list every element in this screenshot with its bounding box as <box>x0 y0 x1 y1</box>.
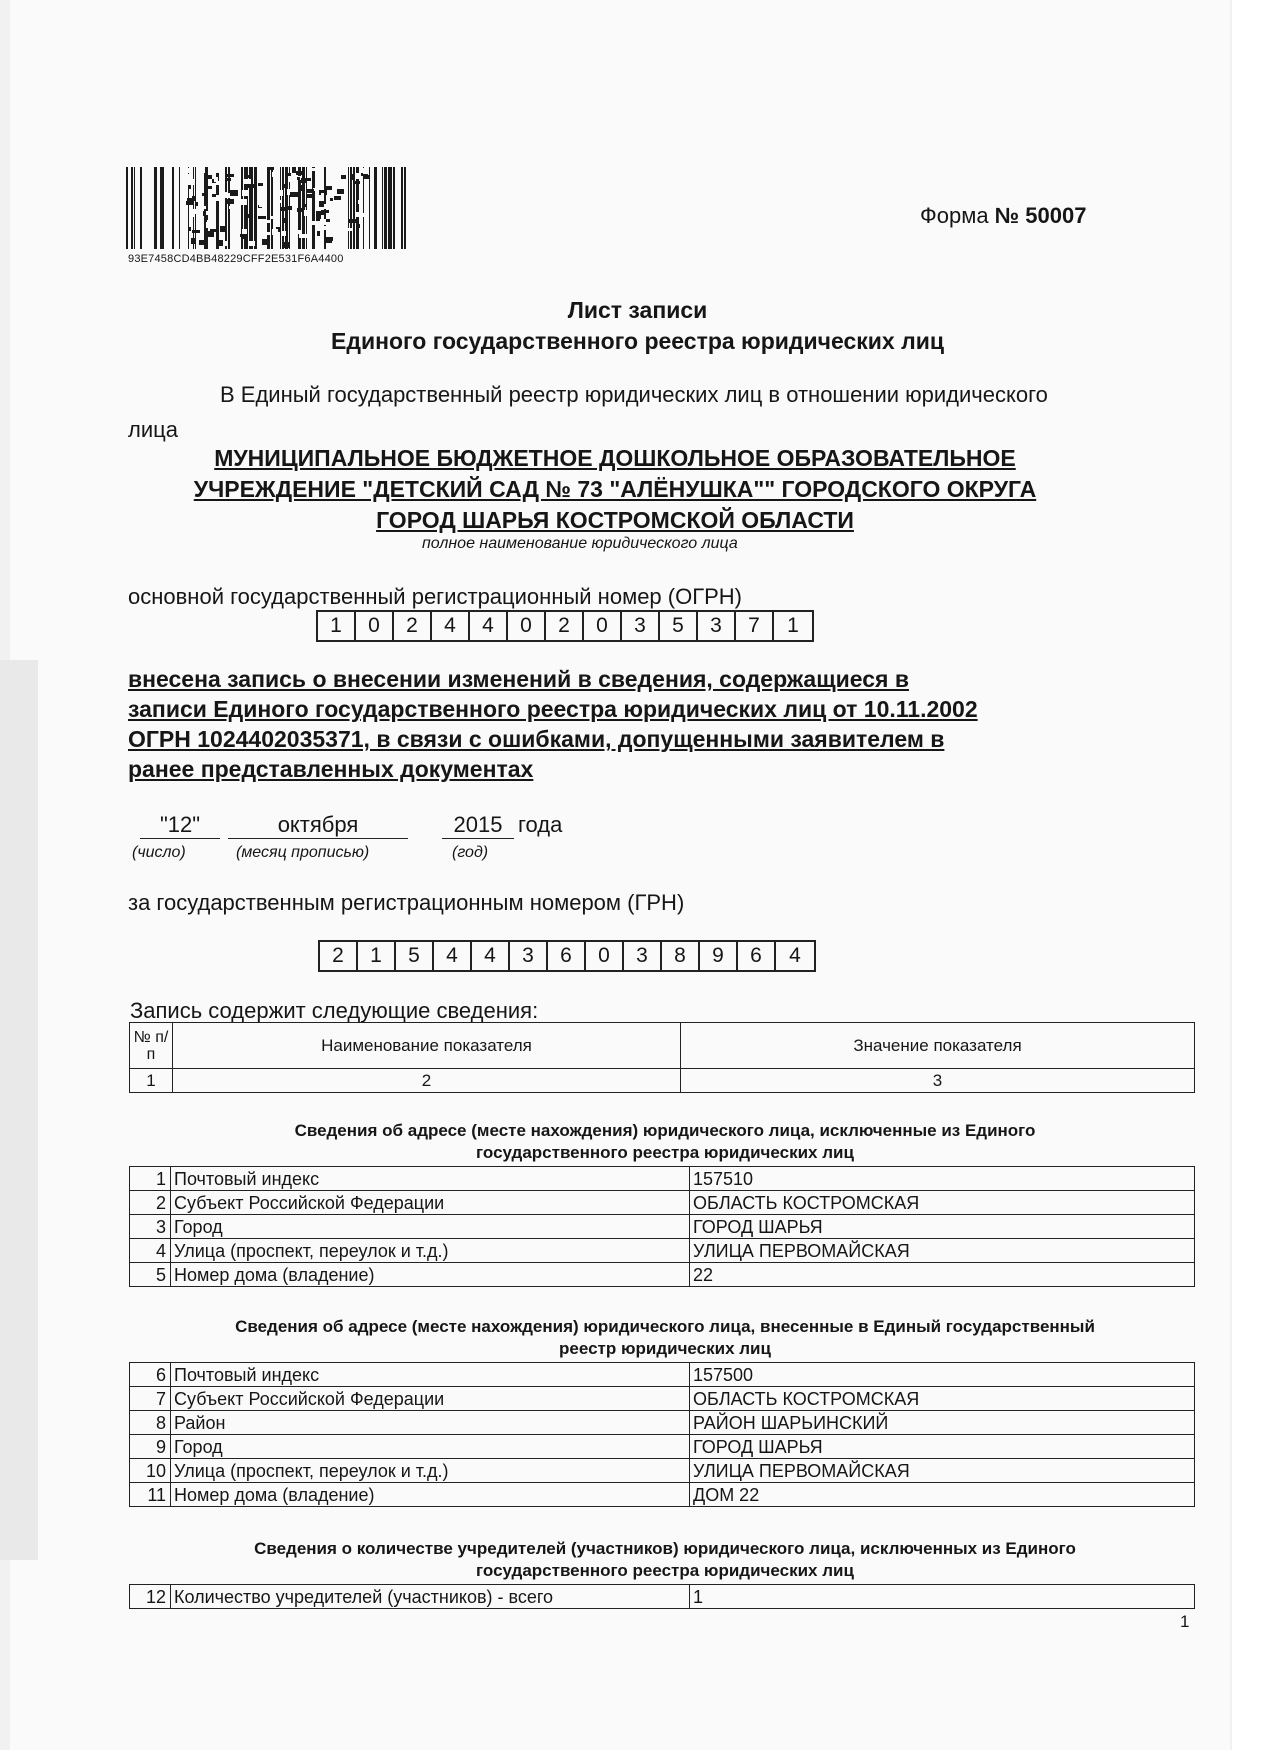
row-label: Почтовый индекс <box>171 1363 690 1387</box>
table-row <box>130 1167 1195 1191</box>
grn-digit: 9 <box>700 942 738 970</box>
date-day-caption: (число) <box>132 844 186 861</box>
table-row <box>130 1459 1195 1483</box>
entry-line-1: внесена запись о внесении изменений в сведения, содержащиеся в <box>128 666 910 692</box>
row-value: ОБЛАСТЬ КОСТРОМСКАЯ <box>690 1387 1195 1411</box>
ogrn-digit: 7 <box>736 612 774 640</box>
header-num-3: 3 <box>681 1069 1195 1093</box>
row-number: 9 <box>130 1435 171 1459</box>
row-label: Субъект Российской Федерации <box>171 1387 690 1411</box>
grn-digit: 4 <box>472 942 510 970</box>
header-num-2: 2 <box>173 1069 681 1093</box>
table-row <box>130 1263 1195 1287</box>
date-month: октября <box>228 812 408 839</box>
founders-table <box>129 1584 1195 1609</box>
row-label: Район <box>171 1411 690 1435</box>
row-label: Количество учредителей (участников) - всего <box>171 1585 690 1609</box>
table-row <box>130 1191 1195 1215</box>
barcode-caption: 93E7458CD4BB48229CFF2E531F6A4400 <box>128 253 344 265</box>
grn-digit: 3 <box>510 942 548 970</box>
section-excluded-address-title <box>130 1120 1200 1164</box>
row-label: Номер дома (владение) <box>171 1263 690 1287</box>
date-year: 2015 <box>442 812 514 839</box>
row-number: 7 <box>130 1387 171 1411</box>
row-value: 1 <box>690 1585 1195 1609</box>
header-col-value: Значение показателя <box>681 1023 1195 1069</box>
row-value: УЛИЦА ПЕРВОМАЙСКАЯ <box>690 1459 1195 1483</box>
row-value: 22 <box>690 1263 1195 1287</box>
ogrn-digits <box>316 610 814 642</box>
grn-digit: 1 <box>358 942 396 970</box>
ogrn-digit: 4 <box>470 612 508 640</box>
org-name-line-2: УЧРЕЖДЕНИЕ "ДЕТСКИЙ САД № 73 "АЛЁНУШКА"" ГОРОДСКОГО ОКРУГА <box>193 476 1037 502</box>
page-number: 1 <box>1180 1612 1190 1631</box>
org-name-line-3: ГОРОД ШАРЬЯ КОСТРОМСКОЙ ОБЛАСТИ <box>376 507 854 533</box>
ogrn-digit: 0 <box>508 612 546 640</box>
intro-line-1: В Единый государственный реестр юридических лиц в отношении юридического <box>220 382 1048 407</box>
ogrn-digit: 3 <box>698 612 736 640</box>
ogrn-digit: 5 <box>660 612 698 640</box>
excluded-address-table <box>129 1166 1195 1287</box>
entry-statement <box>128 664 1138 784</box>
organization-name <box>120 443 1110 536</box>
table-row <box>130 1435 1195 1459</box>
section-title-line: государственного реестра юридических лиц <box>476 1143 854 1162</box>
table-row <box>130 1239 1195 1263</box>
scan-edge <box>1232 0 1275 1750</box>
document-title: Лист записи <box>567 297 708 323</box>
intro-line-2: лица <box>128 417 178 442</box>
table-row <box>130 1215 1195 1239</box>
row-label: Почтовый индекс <box>171 1167 690 1191</box>
row-label: Улица (проспект, переулок и т.д.) <box>171 1239 690 1263</box>
grn-digit: 6 <box>548 942 586 970</box>
barcode <box>126 167 406 249</box>
section-title-line: реестр юридических лиц <box>559 1339 771 1358</box>
date-year-suffix: года <box>518 812 563 837</box>
entry-line-3: ОГРН 1024402035371, в связи с ошибками, допущенными заявителем в <box>128 726 945 752</box>
grn-digits <box>318 940 816 972</box>
section-founders-title <box>130 1538 1200 1582</box>
row-label: Город <box>171 1435 690 1459</box>
form-number <box>920 203 1087 229</box>
row-label: Улица (проспект, переулок и т.д.) <box>171 1459 690 1483</box>
entry-line-4: ранее представленных документах <box>128 756 534 782</box>
row-number: 10 <box>130 1459 171 1483</box>
section-title-line: Сведения об адресе (месте нахождения) юридического лица, внесенные в Единый государственный <box>235 1317 1095 1336</box>
grn-digit: 3 <box>624 942 662 970</box>
row-value: 157510 <box>690 1167 1195 1191</box>
row-number: 12 <box>130 1585 171 1609</box>
row-value: ГОРОД ШАРЬЯ <box>690 1435 1195 1459</box>
table-row <box>130 1363 1195 1387</box>
section-title-line: Сведения об адресе (месте нахождения) юридического лица, исключенные из Единого <box>294 1121 1036 1140</box>
date-year-caption: (год) <box>452 844 489 861</box>
ogrn-digit: 0 <box>584 612 622 640</box>
document-subtitle: Единого государственного реестра юридических лиц <box>331 328 944 354</box>
grn-digit: 4 <box>434 942 472 970</box>
row-label: Город <box>171 1215 690 1239</box>
ogrn-digit: 2 <box>546 612 584 640</box>
grn-digit: 0 <box>586 942 624 970</box>
row-value: УЛИЦА ПЕРВОМАЙСКАЯ <box>690 1239 1195 1263</box>
ogrn-digit: 2 <box>394 612 432 640</box>
section-title-line: Сведения о количестве учредителей (участников) юридического лица, исключенных из Единого <box>254 1539 1076 1558</box>
header-col-number: № п/п <box>130 1023 173 1069</box>
ogrn-digit: 1 <box>787 614 799 637</box>
scan-edge-left <box>0 660 38 1560</box>
grn-digit: 5 <box>396 942 434 970</box>
row-number: 4 <box>130 1239 171 1263</box>
section-added-address-title <box>130 1316 1200 1360</box>
indicators-header-table <box>129 1022 1195 1093</box>
row-value: ОБЛАСТЬ КОСТРОМСКАЯ <box>690 1191 1195 1215</box>
grn-label: за государственным регистрационным номером (ГРН) <box>128 890 685 915</box>
grn-digit: 6 <box>738 942 776 970</box>
table-row <box>130 1387 1195 1411</box>
row-value: ДОМ 22 <box>690 1483 1195 1507</box>
table-row <box>130 1411 1195 1435</box>
row-number: 8 <box>130 1411 171 1435</box>
form-number-prefix: Форма <box>920 203 995 228</box>
ogrn-label: основной государственный регистрационный номер (ОГРН) <box>128 584 743 609</box>
record-contains-label: Запись содержит следующие сведения: <box>130 998 539 1023</box>
ogrn-digit: 3 <box>622 612 660 640</box>
grn-digit: 4 <box>789 944 801 967</box>
date-month-caption: (месяц прописью) <box>236 844 370 861</box>
row-value: 157500 <box>690 1363 1195 1387</box>
row-label: Номер дома (владение) <box>171 1483 690 1507</box>
header-num-1: 1 <box>130 1069 173 1093</box>
header-col-name: Наименование показателя <box>173 1023 681 1069</box>
row-value: РАЙОН ШАРЬИНСКИЙ <box>690 1411 1195 1435</box>
table-row <box>130 1483 1195 1507</box>
row-number: 6 <box>130 1363 171 1387</box>
row-number: 3 <box>130 1215 171 1239</box>
grn-digit: 2 <box>320 942 358 970</box>
ogrn-digit: 4 <box>432 612 470 640</box>
row-label: Субъект Российской Федерации <box>171 1191 690 1215</box>
row-number: 1 <box>130 1167 171 1191</box>
org-name-line-1: МУНИЦИПАЛЬНОЕ БЮДЖЕТНОЕ ДОШКОЛЬНОЕ ОБРАЗОВАТЕЛЬНОЕ <box>214 445 1016 471</box>
form-number-value: № 50007 <box>994 203 1087 228</box>
row-number: 2 <box>130 1191 171 1215</box>
ogrn-digit: 1 <box>318 612 356 640</box>
row-number: 11 <box>130 1483 171 1507</box>
grn-digit: 8 <box>662 942 700 970</box>
ogrn-digit: 0 <box>356 612 394 640</box>
table-row <box>130 1585 1195 1609</box>
date-day: "12" <box>140 812 220 839</box>
section-title-line: государственного реестра юридических лиц <box>476 1561 854 1580</box>
row-number: 5 <box>130 1263 171 1287</box>
row-value: ГОРОД ШАРЬЯ <box>690 1215 1195 1239</box>
org-name-caption: полное наименование юридического лица <box>422 535 738 552</box>
added-address-table <box>129 1362 1195 1507</box>
entry-line-2: записи Единого государственного реестра юридических лиц от 10.11.2002 <box>128 696 978 722</box>
